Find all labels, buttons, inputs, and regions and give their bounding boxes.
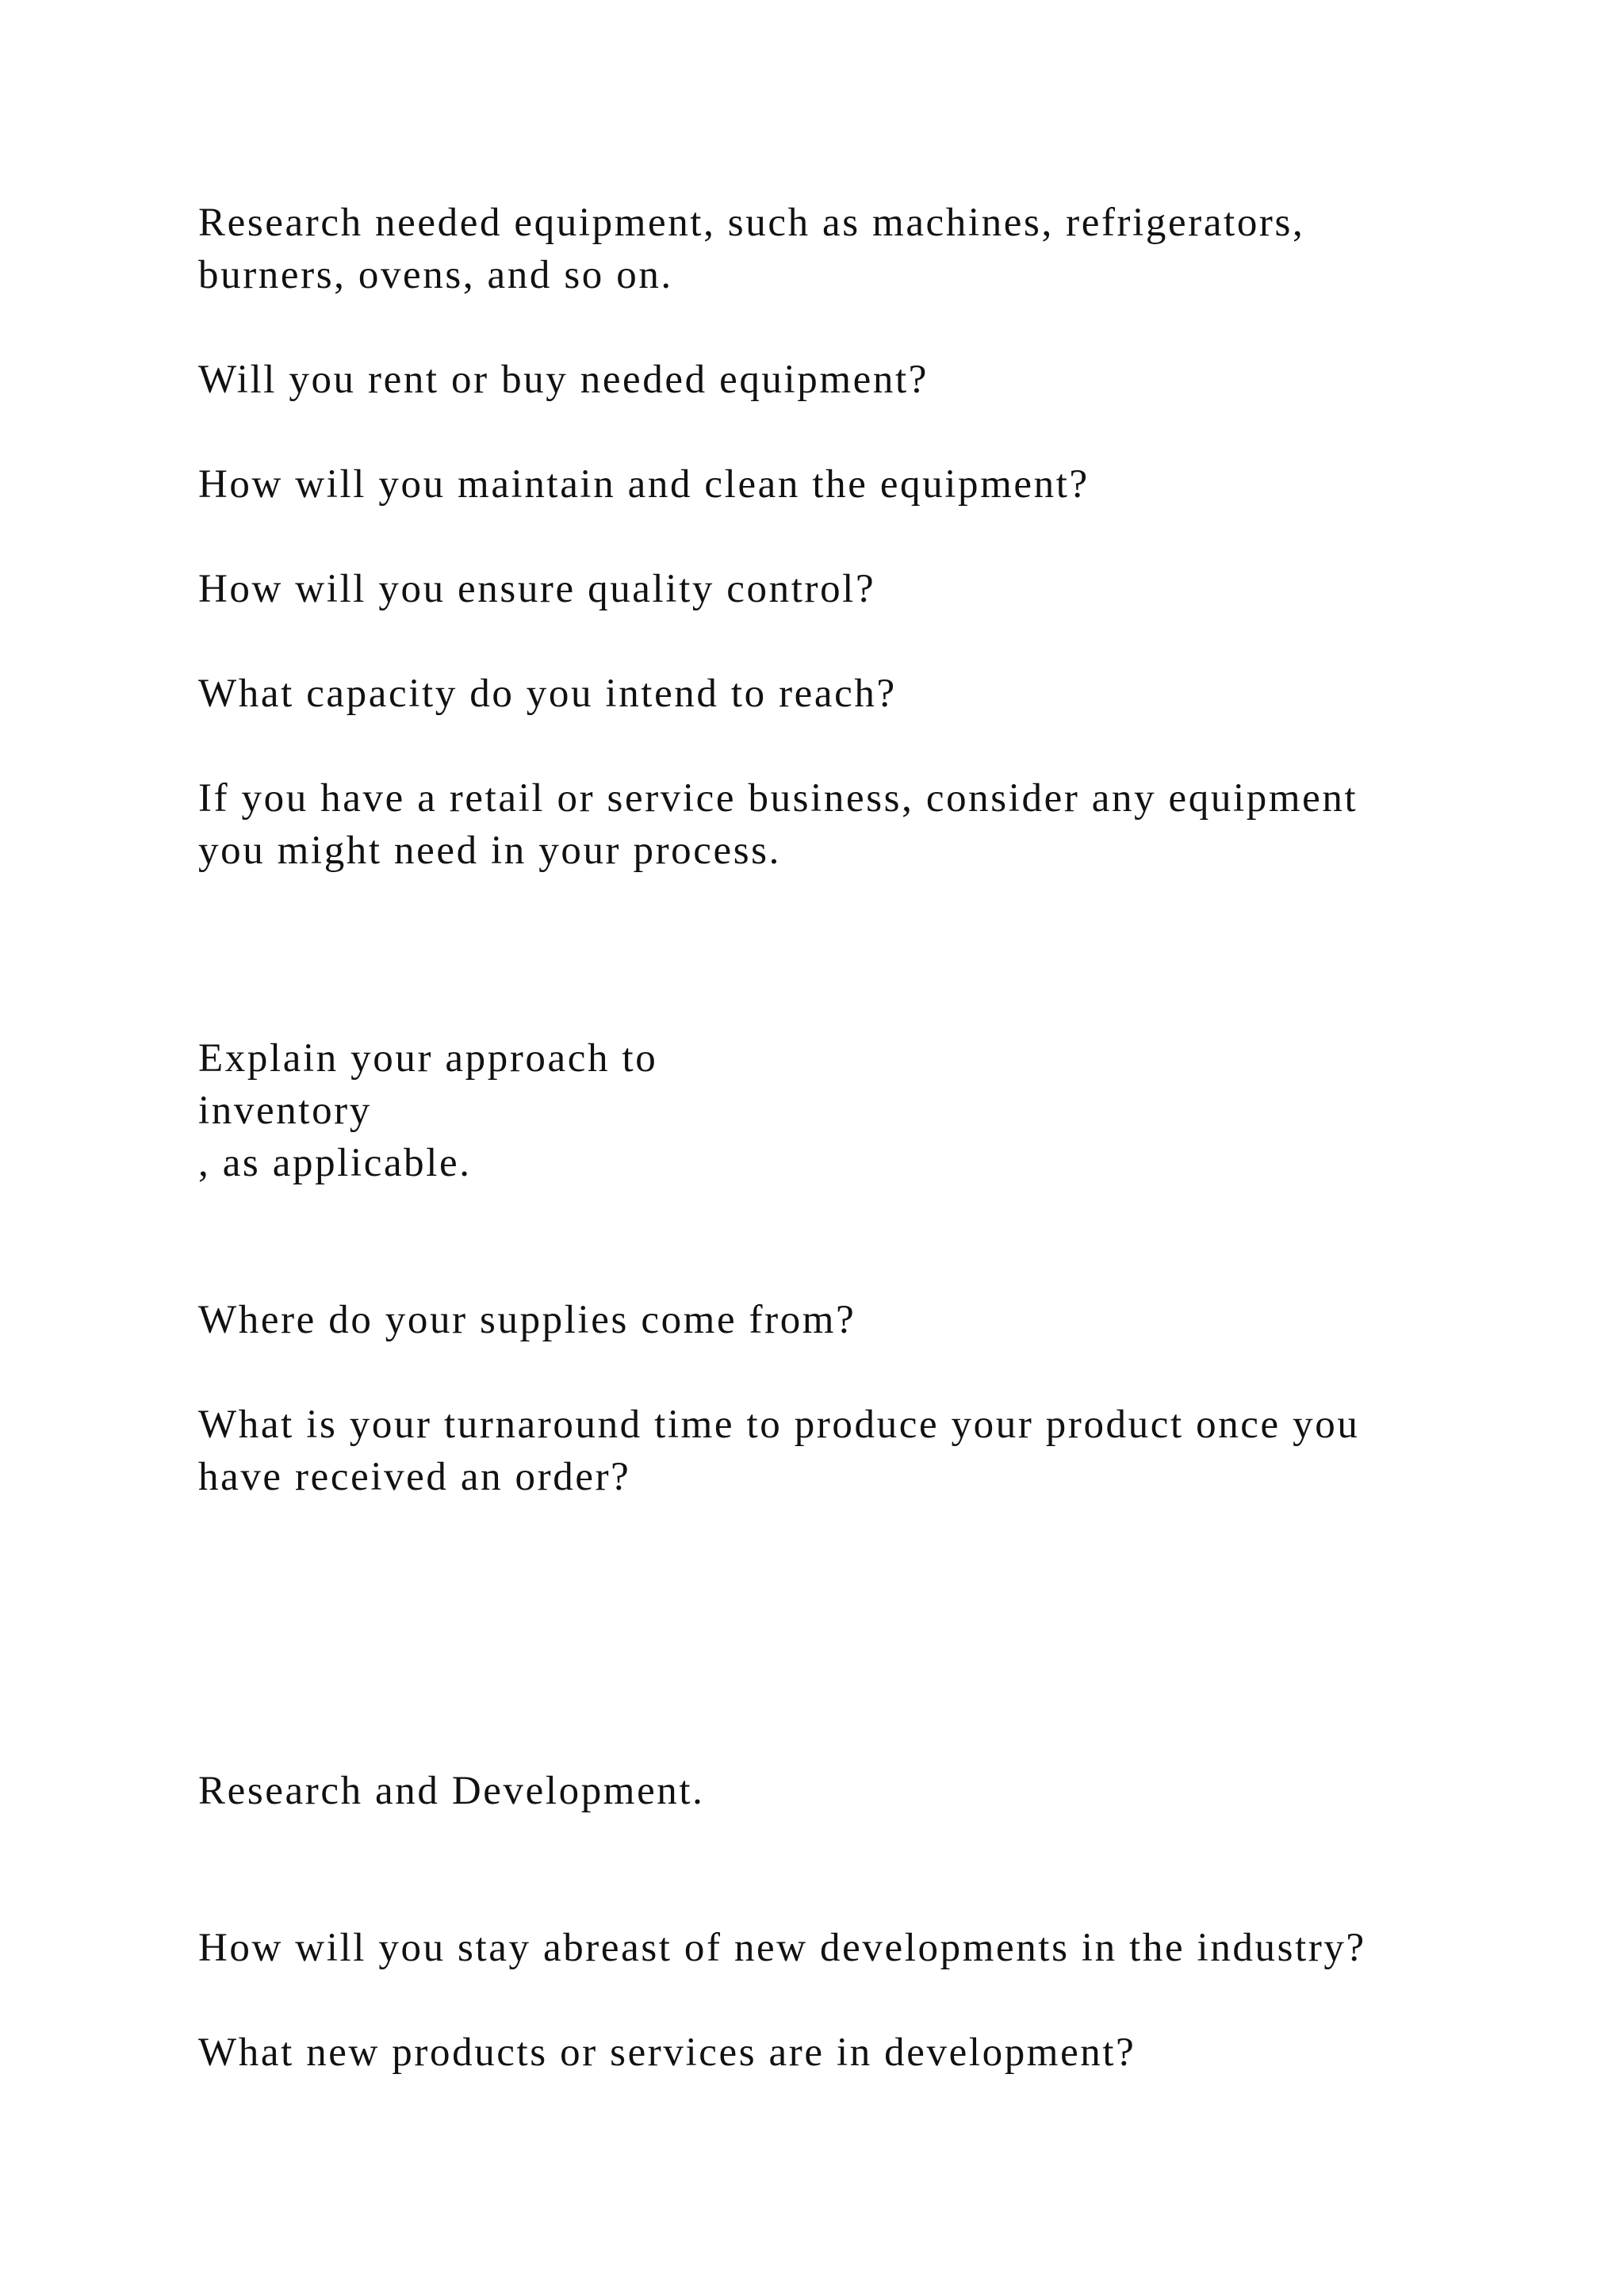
text-line-retail-service-cont: you might need in your process.: [198, 828, 781, 873]
text-line-equipment-research-cont: burners, ovens, and so on.: [198, 253, 673, 297]
section-heading-research-development: Research and Development.: [198, 1769, 705, 1813]
text-line-retail-service: If you have a retail or service business, consider any equipment: [198, 776, 1358, 821]
text-line-turnaround: What is your turnaround time to produce your product once you: [198, 1402, 1360, 1447]
text-line-capacity: What capacity do you intend to reach?: [198, 672, 897, 716]
text-line-rent-or-buy: Will you rent or buy needed equipment?: [198, 358, 929, 402]
text-line-inventory-approach: Explain your approach to: [198, 1036, 658, 1081]
text-line-as-applicable: , as applicable.: [198, 1141, 472, 1185]
text-line-stay-abreast: How will you stay abreast of new developments in the industry?: [198, 1926, 1366, 1970]
text-line-maintain-clean: How will you maintain and clean the equipment?: [198, 462, 1090, 507]
text-line-supplies-source: Where do your supplies come from?: [198, 1298, 856, 1342]
text-line-turnaround-cont: have received an order?: [198, 1455, 631, 1499]
text-line-new-products: What new products or services are in development?: [198, 2030, 1136, 2075]
text-line-inventory: inventory: [198, 1089, 372, 1133]
text-line-quality-control: How will you ensure quality control?: [198, 567, 876, 611]
text-line-equipment-research: Research needed equipment, such as machines, refrigerators,: [198, 201, 1305, 245]
